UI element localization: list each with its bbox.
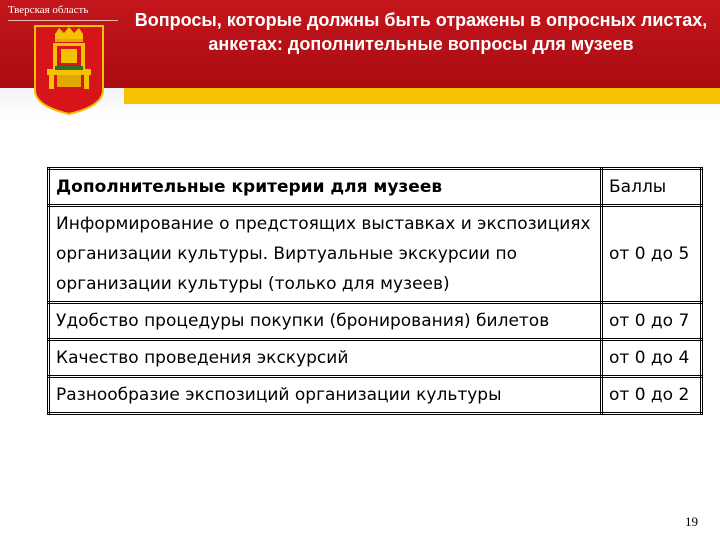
page-title: Вопросы, которые должны быть отражены в опросных листах, анкетах: дополнительные вопросы для музеев: [134, 10, 708, 54]
criteria-table: [47, 167, 703, 415]
table-row: [49, 340, 702, 377]
criterion-cell: Информирование о предстоящих выставках и экспозициях организации культуры. Виртуальные экскурсии по организации культуры (только для музеев): [49, 206, 602, 303]
criterion-cell: Разнообразие экспозиций организации культуры: [49, 377, 602, 414]
region-divider: [8, 20, 118, 21]
criterion-cell: Удобство процедуры покупки (бронирования) билетов: [49, 303, 602, 340]
coat-of-arms-icon: [33, 24, 105, 116]
header-score: Баллы: [602, 169, 702, 206]
page-number: 19: [685, 514, 698, 529]
gold-strip: [124, 88, 720, 104]
score-cell: от 0 до 2: [602, 377, 702, 414]
score-cell: от 0 до 7: [602, 303, 702, 340]
criterion-cell: Качество проведения экскурсий: [49, 340, 602, 377]
table-header-row: [49, 169, 702, 206]
table-row: [49, 206, 702, 303]
header-criterion: Дополнительные критерии для музеев: [49, 169, 602, 206]
score-cell: от 0 до 5: [602, 206, 702, 303]
table-row: [49, 303, 702, 340]
table-row: [49, 377, 702, 414]
score-cell: от 0 до 4: [602, 340, 702, 377]
region-label: Тверская область: [8, 4, 89, 16]
